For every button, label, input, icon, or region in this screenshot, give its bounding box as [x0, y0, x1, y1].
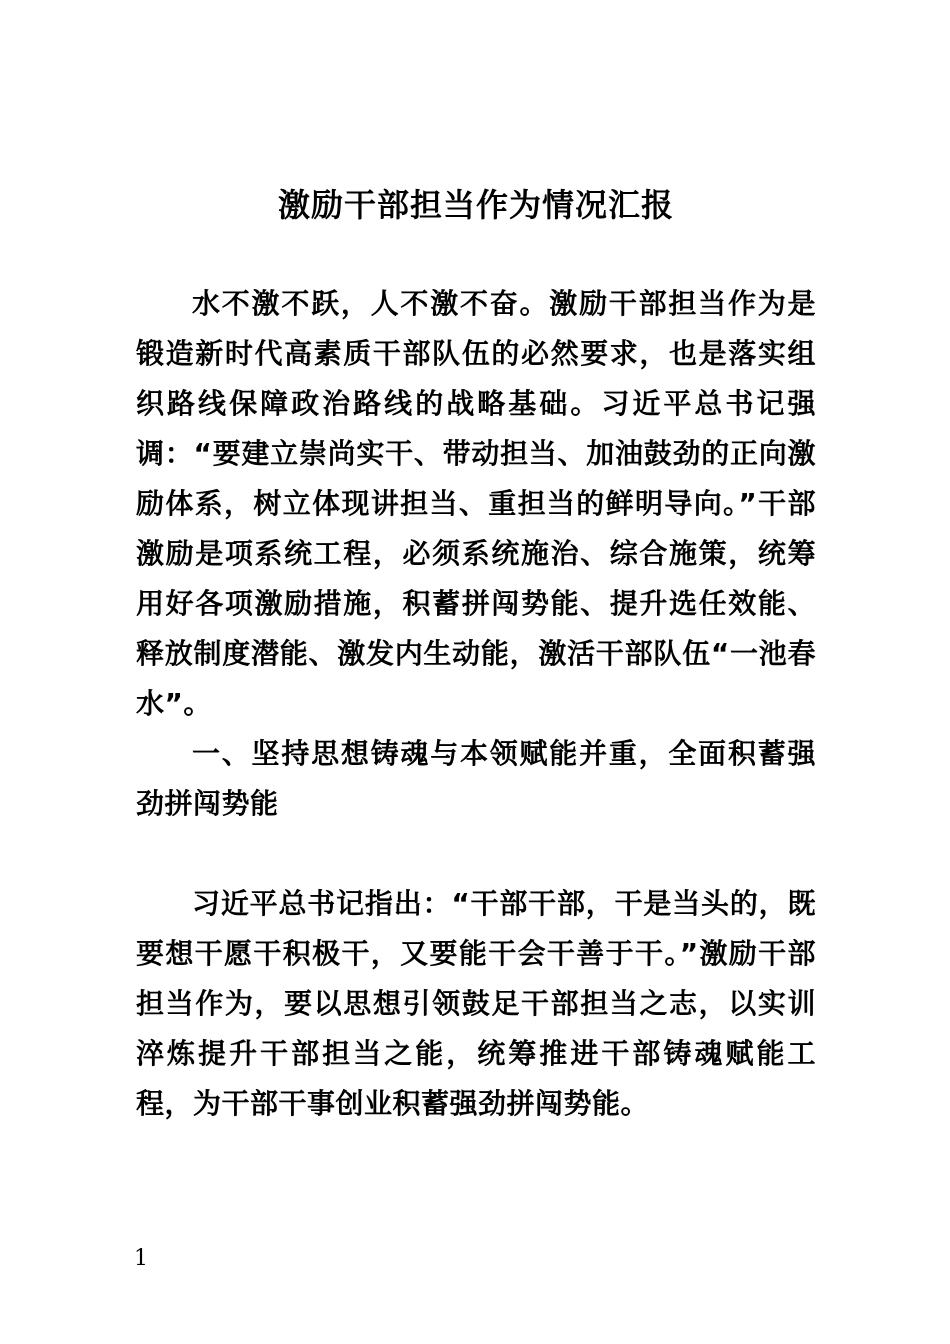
intro-paragraph: 水不激不跃，人不激不奋。激励干部担当作为是锻造新时代高素质干部队伍的必然要求，也是落实组织路线保障政治路线的战略基础。习近平总书记强调：“要建立崇尚实干、带动担当、加油鼓劲的正向激励体系，树立体现讲担当、重担当的鲜明导向。”干部激励是项系统工程，必须系统施治、综合施策，统筹用好各项激励措施，积蓄拼闯势能、提升选任效能、释放制度潜能、激发内生动能，激活干部队伍“一池春水”。: [136, 287, 816, 720]
section-1-paragraph: 习近平总书记指出：“干部干部，干是当头的，既要想干愿干积极干，又要能干会干善于干。”激励干部担当作为，要以思想引领鼓足干部担当之志，以实训淬炼提升干部担当之能，统筹推进干部铸魂赋能工程，为干部干事创业积蓄强劲拼闯势能。: [136, 887, 816, 1120]
document-title: 激励干部担当作为情况汇报: [277, 186, 674, 224]
section-heading-1: 一、坚持思想铸魂与本领赋能并重，全面积蓄强劲拼闯势能: [136, 737, 816, 820]
page-number: 1: [134, 1246, 148, 1271]
